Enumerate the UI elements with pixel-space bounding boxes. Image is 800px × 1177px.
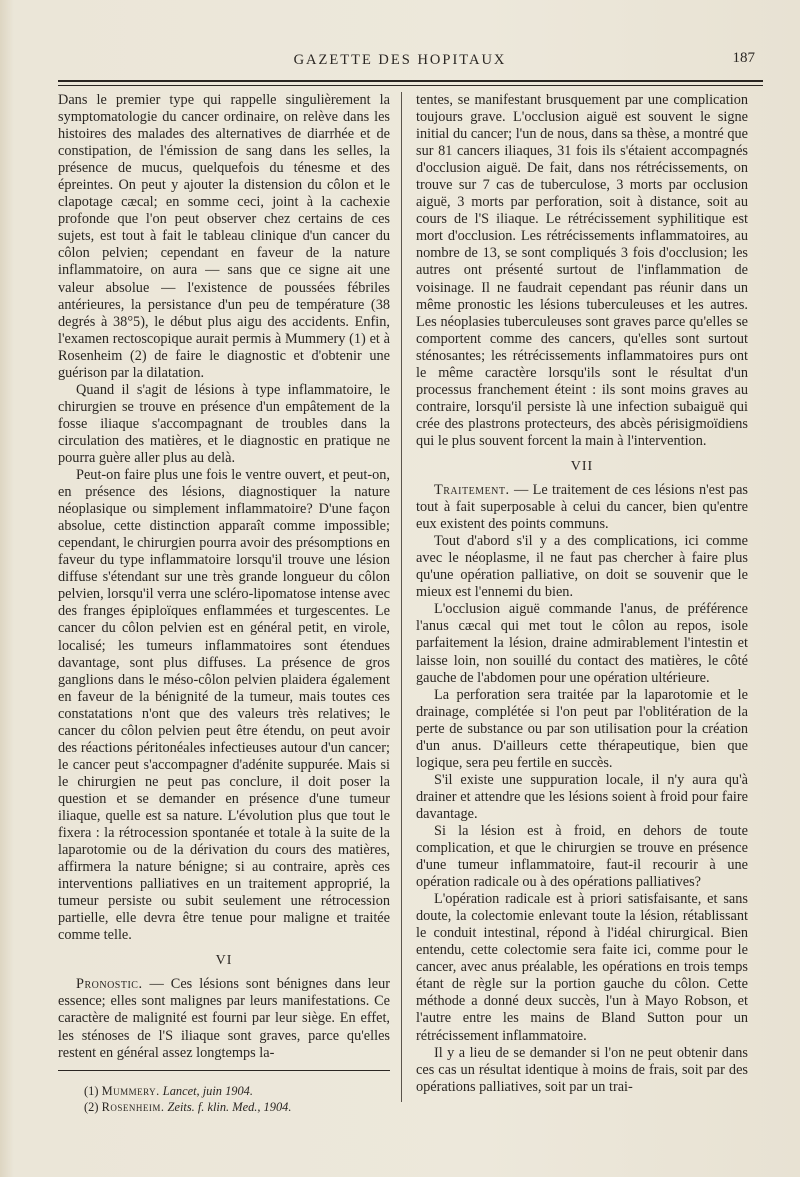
paragraph: tentes, se manifestant brusquement par une complication toujours grave. L'occlusion aiguë est souvent le signe initial du cancer; l'un de nous, dans sa thèse, a montré que sur 81 cancers iliaques, 31 fois ils s'étaient accompagnés d'occlusion aiguë. De fait, dans nos rétrécissements, on trouve sur 7 cas de tuberculose, 3 morts par occlusion aiguë, 3 morts par perforation, soit à distance, soit au cours de l'S iliaque. Le rétrécissement syphilitique est mort d'occlusion. Les rétrécissements inflammatoires, au nombre de 13, se sont compliqués 3 fois d'occlusion; les autres ont présenté surtout de l'inflammation de voisinage. Il ne faudrait cependant pas réunir dans un même pronostic les lésions tuberculeuses et les autres. Les néoplasies tuberculeuses sont graves parce qu'elles se comportent comme des cancers, qu'elles sont surtout sténosantes; les rétrécissements inflammatoires purs ont le même caractère lorsqu'ils sont le résultat d'un processus franchement éteint : ils sont moins graves au contraire, lorsqu'il persiste là une infection subaiguë qui crée des plastrons protecteurs, des abcès périsigmoïdiens qui le plus souvent forcent la main à l'intervention. bbox=[416, 92, 748, 449]
paragraph: L'opération radicale est à priori satisfaisante, et sans doute, la colectomie enlevant toute la lésion, rétablissant le conduit intestinal, répond à l'idéal chirurgical. Bien entendu, cette colectomie sera faite ici, comme pour le cancer, avec anus préalable, les opérations en trois temps étant de règle sur la portion gauche du côlon. Cette méthode a donné deux succès, l'un à Mayo Robson, et l'autre entre les mains de Bland Sutton pour un rétrécissement inflammatoire. bbox=[416, 891, 748, 1044]
paragraph: S'il existe une suppuration locale, il n'y aura qu'à drainer et attendre que les lésions soient à froid pour faire davantage. bbox=[416, 771, 748, 822]
right-column bbox=[416, 92, 748, 1096]
section-number-vii: VII bbox=[570, 458, 594, 474]
section-number-vi: VI bbox=[215, 953, 233, 969]
footnote-author: Rosenheim. bbox=[101, 1099, 165, 1114]
paragraph: La perforation sera traitée par la laparotomie et le drainage, complétée si l'on peut par l'oblitération de la perte de substance ou par son utilisation pour la création d'un anus. D'ailleurs cette thérapeutique, bien que logique, sera peu fertile en succès. bbox=[416, 686, 748, 771]
left-column bbox=[58, 92, 390, 1115]
footnote-author: Mummery. bbox=[101, 1083, 160, 1098]
footnote-reference: Lancet, juin 1904. bbox=[162, 1083, 253, 1098]
section-label: Pronostic. bbox=[76, 976, 143, 993]
paragraph: Tout d'abord s'il y a des complications, ici comme avec le néoplasme, il ne faut pas chercher à faire plus qu'une opération palliative, on doit se souvenir que le mieux est l'ennemi du bien. bbox=[416, 533, 748, 601]
paragraph: Si la lésion est à froid, en dehors de toute complication, et que le chirurgien se trouve en présence d'une tumeur inflammatoire, faut-il recourir à une opération radicale ou à des opérations palliatives? bbox=[416, 822, 748, 891]
header-rule-thin bbox=[58, 85, 763, 86]
paragraph: Dans le premier type qui rappelle singulièrement la symptomatologie du cancer ordinaire, on relève dans les histoires des malades des alternatives de diarrhée et de constipation, de l'émission de sang dans les selles, la présence de mucus, quelquefois du ténesme et des épreintes. On peut y ajouter la distension du côlon et le clapotage cæcal; en somme ceci, joint à la cachexie profonde que l'on peut observer chez certains de ces sujets, est tout à fait le tableau clinique d'un cancer du côlon pelvien; cependant en faveur de la nature inflammatoire, on aura — sans que ce signe ait une valeur absolue — l'existence de poussées fébriles antérieures, la persistance d'un peu de température (38 degrés à 38°5), le début plus aigu des accidents. Enfin, l'examen rectoscopique aurait permis à Mummery (1) et à Rosenheim (2) de faire le diagnostic et d'obtenir une guérison par la dilatation. bbox=[58, 92, 390, 381]
running-header-title: GAZETTE DES HOPITAUX bbox=[293, 52, 507, 68]
page-number: 187 bbox=[732, 50, 755, 66]
paragraph-pronostic bbox=[58, 976, 390, 1061]
column-divider bbox=[401, 92, 402, 1102]
paragraph: Il y a lieu de se demander si l'on ne peut obtenir dans ces cas un résultat identique à moins de frais, soit par des opérations palliatives, soit par un trai- bbox=[416, 1044, 748, 1095]
paragraph: L'occlusion aiguë commande l'anus, de préférence l'anus cæcal qui met tout le côlon au repos, isole parfaitement la lésion, draine admirablement l'intestin et laisse loin, non souillé du contact des matières, le côté gauche de l'abdomen pour une opération ultérieure. bbox=[416, 601, 748, 686]
footnote-rule bbox=[58, 1070, 390, 1071]
footnote-reference: Zeits. f. klin. Med., 1904. bbox=[167, 1099, 292, 1114]
paragraph: Peut-on faire plus une fois le ventre ouvert, et peut-on, en présence des lésions, diagnostiquer la nature néoplasique ou simplement inflammatoire? D'une façon absolue, cette distinction apparaît comme impossible; cependant, le chirurgien pourra avoir des présomptions en faveur du type inflammatoire lorsqu'il trouve une lésion diffuse s'étendant sur une très grande longueur du côlon pelvien, lorsqu'il verra une scléro-lipomatose intense avec des franges épiploïques enflammées et turgescentes. Le cancer du côlon pelvien est en général petit, en virole, localisé; les tumeurs inflammatoires sont étendues davantage, sont plus diffuses. La présence de gros ganglions dans le méso-côlon pelvien plaidera également en faveur de la bénignité de la tumeur, mais toutes ces constatations n'ont que des valeurs très relatives; le cancer du côlon pelvien peut être étendu, on peut avoir des réactions péritonéales infectieuses autour d'un cancer; le cancer peut s'accompagner d'adénite suppurée. Mais si le chirurgien ne peut pas conclure, il doit poser la question et se demander en présence d'une tumeur iliaque, quelle est sa nature. L'évolution plus que tout le fixera : la rétrocession spontanée et totale à la suite de la laparotomie ou de la dérivation du cours des matières, affirmera la nature bénigne; si au contraire, après ces interventions palliatives en un traitement approprié, la tumeur persiste ou subit seulement une rétrocession partielle, elle devra être tenue pour maligne et traitée comme telle. bbox=[58, 467, 390, 944]
footnote-2: (2) Rosenheim. Zeits. f. klin. Med., 1904. bbox=[84, 1099, 292, 1114]
header-rule-thick bbox=[58, 80, 763, 82]
footnote-1: (1) Mummery. Lancet, juin 1904. bbox=[84, 1083, 253, 1098]
paragraph-text: — Le traitement de ces lésions n'est pas tout à fait superposable à celui du cancer, bien qu'entre eux existent des points communs. bbox=[416, 482, 748, 533]
paragraph: Quand il s'agit de lésions à type inflammatoire, le chirurgien se trouve en présence d'un empâtement de la fosse iliaque s'accompagnant de troubles dans la circulation des matières, et le diagnostic en pratique ne pourra guère aller plus au delà. bbox=[58, 381, 390, 466]
paragraph-text: — Ces lésions sont bénignes dans leur essence; elles sont malignes par leurs manifestations. Ce caractère de malignité est fourni par leur siège. En effet, les sténoses de l'S iliaque sont graves, parce qu'elles restent en général assez longtemps la- bbox=[58, 976, 390, 1061]
paragraph-traitement bbox=[416, 482, 748, 533]
section-label: Traitement. bbox=[434, 482, 510, 499]
